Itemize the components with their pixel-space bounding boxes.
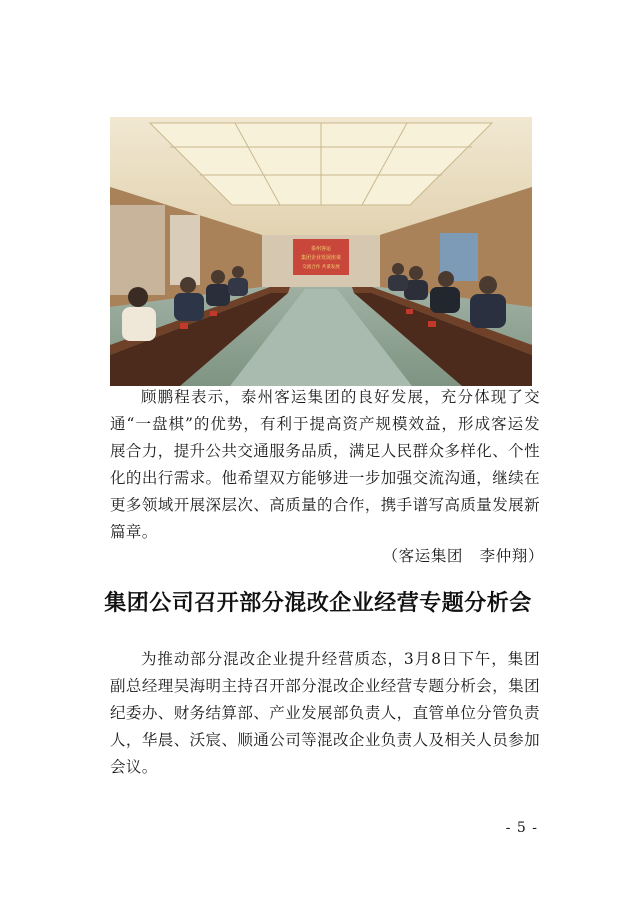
article1-signature: （客运集团 李仲翔）	[382, 547, 544, 565]
screen-text-1: 泰州客运	[310, 246, 332, 252]
article2-paragraph: 为推动部分混改企业提升经营质态，3月8日下午，集团副总经理吴海明主持召开部分混改企业经营专题分析会，集团纪委办、财务结算部、产业发展部负责人，直管单位分管负责人，华晨、沃宸、顺通公司等混改企业负责人及相关人员参加会议。	[110, 650, 540, 776]
article1-paragraph: 顾鹏程表示，泰州客运集团的良好发展，充分体现了交通“一盘棋”的优势，有利于提高资产规模效益，形成客运发展合力，提升公共交通服务品质，满足人民群众多样化、个性化的出行需求。他希望双方能够进一步加强交流沟通，继续在更多领域开展深层次、高质量的合作，携手谱写高质量发展新篇章。	[110, 388, 540, 541]
article2-headline: 集团公司召开部分混改企业经营专题分析会	[104, 591, 532, 616]
meeting-photo	[110, 117, 532, 386]
screen-text-2: 集团企业发展座谈	[300, 255, 342, 261]
meeting-room-illustration	[110, 117, 532, 386]
screen-text-3: 交流合作 共谋发展	[302, 265, 340, 270]
page-number: - 5 -	[505, 820, 538, 836]
